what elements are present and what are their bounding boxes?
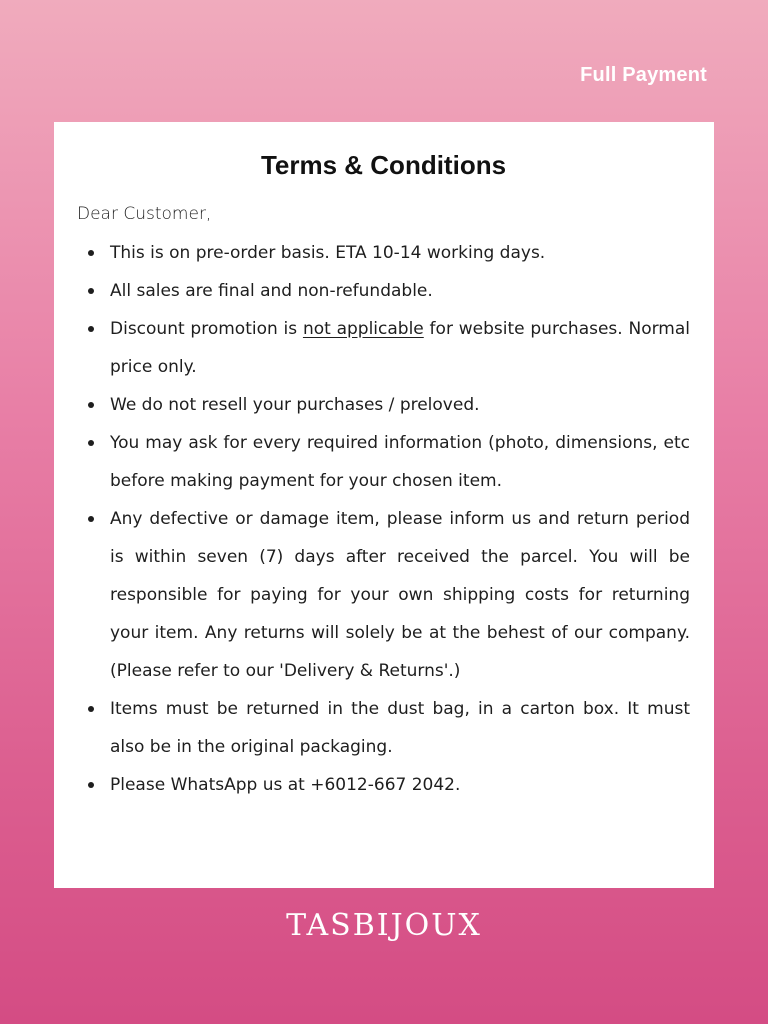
brand-logo: TASBIJOUX xyxy=(286,908,482,943)
greeting: Dear Customer, xyxy=(77,204,212,224)
term-item: All sales are final and non-refundable. xyxy=(77,272,690,310)
term-item: Please WhatsApp us at +6012-667 2042. xyxy=(77,766,690,804)
terms-list xyxy=(77,234,690,804)
payment-type-label: Full Payment xyxy=(580,64,707,86)
term-item: You may ask for every required information (photo, dimensions, etc before making payment for your chosen item. xyxy=(77,424,690,500)
term-text: for website purchases. Normal price only. xyxy=(110,319,690,377)
term-item xyxy=(77,310,690,386)
term-item: This is on pre-order basis. ETA 10-14 working days. xyxy=(77,234,690,272)
term-item: We do not resell your purchases / preloved. xyxy=(77,386,690,424)
term-item: Items must be returned in the dust bag, in a carton box. It must also be in the original packaging. xyxy=(77,690,690,766)
card-title: Terms & Conditions xyxy=(260,150,507,180)
underlined-text: not applicable xyxy=(302,319,424,339)
terms-card xyxy=(54,122,714,888)
term-item: Any defective or damage item, please inform us and return period is within seven (7) days after received the parcel. You will be responsible for paying for your own shipping costs for returning your item. Any returns will solely be at the behest of our company. (Please refer to our 'Delivery & Returns'.) xyxy=(77,500,690,690)
term-text: Discount promotion is xyxy=(110,319,303,339)
